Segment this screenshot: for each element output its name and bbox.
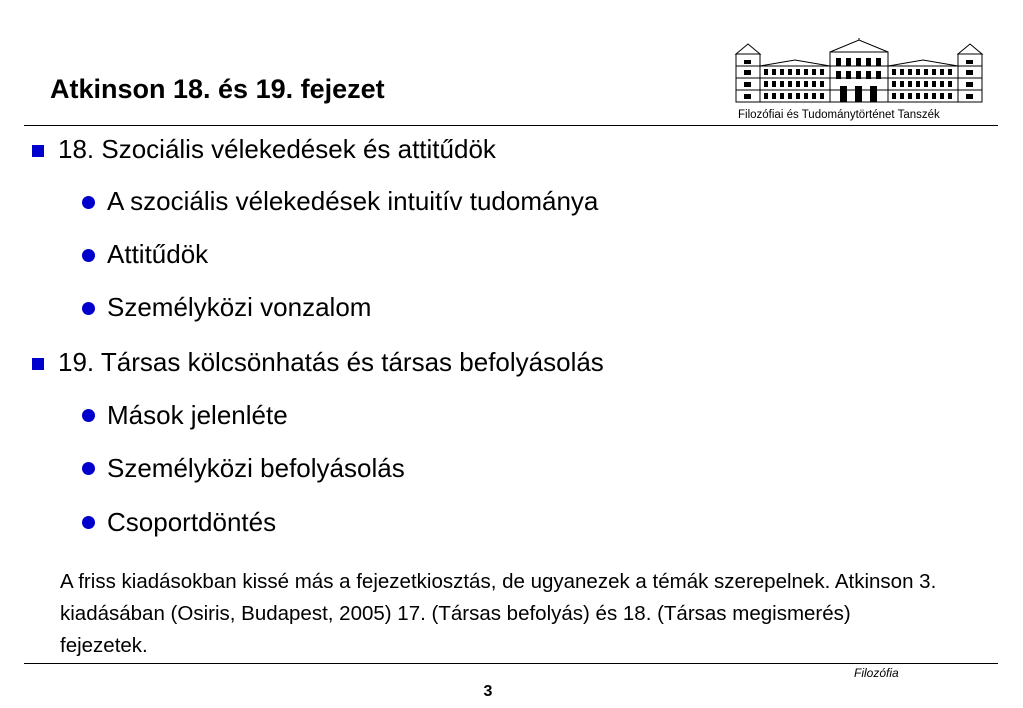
slide-title: Atkinson 18. és 19. fejezet: [50, 74, 385, 104]
round-bullet-icon: [82, 196, 95, 209]
section-heading: 19. Társas kölcsönhatás és társas befolyásolás: [58, 347, 604, 377]
list-item: Mások jelenléte: [107, 400, 288, 430]
list-item: Attitűdök: [107, 239, 209, 269]
round-bullet-icon: [82, 462, 95, 475]
university-building-logo: [730, 38, 988, 104]
list-item: A szociális vélekedések intuitív tudománya: [107, 186, 599, 216]
square-bullet-icon: [32, 145, 44, 157]
page-number: 3: [483, 683, 493, 700]
round-bullet-icon: [82, 302, 95, 315]
round-bullet-icon: [82, 249, 95, 262]
note-paragraph: A friss kiadásokban kissé más a fejezetkiosztás, de ugyanezek a témák szerepelnek. Atkinson 3. kiadásában (Osiris, Budapest, 2005) 17. (Társas befolyás) és 18. (Társas megismerés) fejezetek.: [60, 570, 937, 657]
header-divider: [24, 125, 998, 126]
list-item: Személyközi befolyásolás: [107, 453, 405, 483]
list-item: Csoportdöntés: [107, 507, 277, 537]
footer-label: Filozófia: [854, 666, 899, 680]
department-name: Filozófiai és Tudománytörténet Tanszék: [738, 109, 940, 121]
section-heading: 18. Szociális vélekedések és attitűdök: [58, 134, 496, 164]
square-bullet-icon: [32, 358, 44, 370]
footer-divider: [24, 663, 998, 664]
round-bullet-icon: [82, 516, 95, 529]
round-bullet-icon: [82, 409, 95, 422]
list-item: Személyközi vonzalom: [107, 292, 372, 322]
